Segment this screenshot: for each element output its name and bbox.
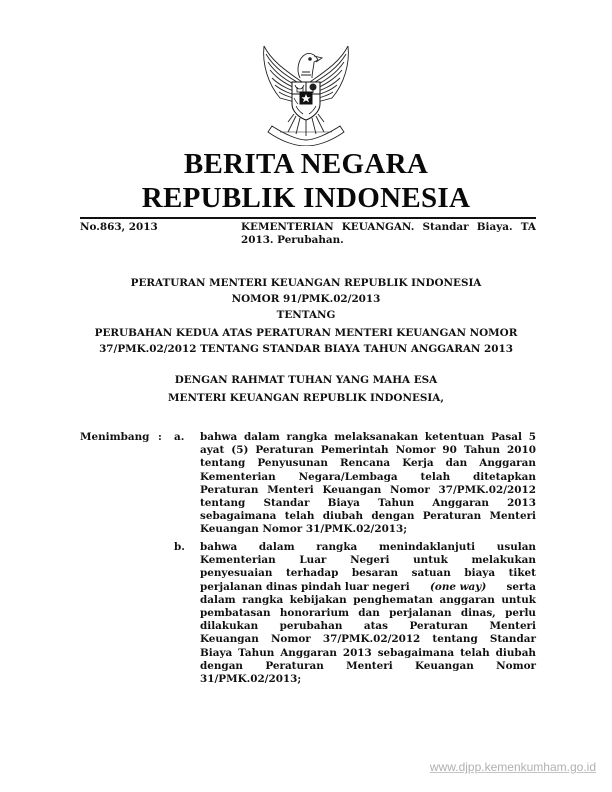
word: Negara/Lembaga xyxy=(298,470,398,483)
word: dengan xyxy=(371,510,415,523)
word: atas xyxy=(363,620,389,633)
word: Nomor xyxy=(270,633,311,646)
word: tentang xyxy=(200,496,246,509)
item-marker: a. xyxy=(174,431,185,443)
word: (5) xyxy=(231,444,249,457)
item-marker: b. xyxy=(174,541,185,553)
word: usulan xyxy=(496,541,536,553)
word: honorarium xyxy=(279,606,349,619)
word: Tahun xyxy=(463,444,501,457)
item-text-line xyxy=(200,673,536,686)
word: 90 xyxy=(442,444,457,457)
word: sebagaimana xyxy=(200,510,277,523)
item-text xyxy=(200,541,536,686)
header-divider xyxy=(80,217,536,219)
word: ketentuan xyxy=(424,431,485,443)
word: perubahan xyxy=(279,620,343,633)
word: diubah xyxy=(495,646,536,659)
source-website-link[interactable]: www.djpp.kemenkumham.go.id xyxy=(429,760,596,774)
word: satuan xyxy=(411,567,451,580)
word: bahwa xyxy=(200,541,238,553)
word: tiket xyxy=(508,567,536,580)
word: untuk xyxy=(413,554,448,567)
item-text-line xyxy=(200,497,536,510)
word: Nomor xyxy=(496,659,536,672)
word: serta xyxy=(506,580,536,593)
word: dalam xyxy=(244,431,280,443)
word: rangka xyxy=(316,541,358,553)
word: Biaya xyxy=(327,496,360,509)
item-text xyxy=(200,431,536,537)
word: untuk xyxy=(501,593,536,606)
word: 2013 xyxy=(342,646,372,659)
word: tentang xyxy=(200,457,246,470)
preamble-line1: DENGAN RAHMAT TUHAN YANG MAHA ESA xyxy=(174,374,438,386)
word: Menteri xyxy=(489,510,536,523)
word: Peraturan xyxy=(255,444,314,457)
word: Keuangan xyxy=(322,483,382,496)
word: biaya xyxy=(464,567,496,580)
word: Tahun xyxy=(238,646,275,659)
word: Tahun xyxy=(378,496,415,509)
word: Keuangan Nomor 31/PMK.02/2013; xyxy=(200,523,408,536)
word: 31/PMK.02/2013; xyxy=(200,672,302,685)
word: dalam xyxy=(258,541,295,553)
regulation-subject-line1: PERUBAHAN KEDUA ATAS PERATURAN MENTERI KEUANGAN NOMOR xyxy=(94,327,518,339)
word: besaran xyxy=(351,567,399,580)
word: Anggaran xyxy=(432,496,489,509)
word: 37/PMK.02/2012 xyxy=(438,483,536,496)
word: dilakukan xyxy=(200,620,259,633)
word: telah xyxy=(460,646,490,659)
item-text-line xyxy=(200,457,536,470)
word: Peraturan xyxy=(265,659,324,672)
word: ayat xyxy=(200,444,225,457)
word: Nomor xyxy=(395,444,436,457)
word: 2013 xyxy=(507,496,536,509)
word: bahwa xyxy=(200,431,238,443)
word: Kerja xyxy=(402,457,434,470)
word: Anggaran xyxy=(479,457,536,470)
regulation-title: PERATURAN MENTERI KEUANGAN REPUBLIK INDONESIA xyxy=(130,277,482,289)
gazette-number: No.863, 2013 xyxy=(80,221,158,233)
word: Peraturan xyxy=(409,620,468,633)
gazette-title-line1: BERITA NEGARA xyxy=(183,148,429,180)
word: anggaran xyxy=(439,593,495,606)
preamble xyxy=(0,371,612,407)
word: Anggaran xyxy=(280,646,337,659)
regulation-about: TENTANG xyxy=(276,309,336,321)
word: dengan xyxy=(200,659,243,672)
considering-label: Menimbang xyxy=(80,431,150,443)
item-text-line xyxy=(200,620,536,633)
word: rangka xyxy=(242,593,284,606)
item-text-line xyxy=(200,607,536,620)
item-text-line xyxy=(200,567,536,580)
word: Kementerian xyxy=(200,554,276,567)
word: melakukan xyxy=(471,554,536,567)
word: Menteri xyxy=(267,483,314,496)
gazette-title-line2: REPUBLIK INDONESIA xyxy=(141,182,471,214)
word: telah xyxy=(284,510,315,523)
regulation-number: NOMOR 91/PMK.02/2013 xyxy=(231,293,381,305)
word: dan xyxy=(358,606,380,619)
italic-phrase: (one way) xyxy=(429,580,487,593)
word: Penyusunan xyxy=(257,457,328,470)
item-text-line xyxy=(200,444,536,457)
word: Peraturan xyxy=(200,483,259,496)
regulation-heading xyxy=(0,275,612,357)
word: dinas, xyxy=(460,606,496,619)
item-text-line xyxy=(200,431,536,444)
word: rangka xyxy=(286,431,328,443)
word: menindaklanjuti xyxy=(378,541,476,553)
item-text-line xyxy=(200,594,536,607)
word: diubah xyxy=(322,510,364,523)
item-text-line xyxy=(200,633,536,646)
word: Kementerian xyxy=(200,470,276,483)
garuda-emblem-icon xyxy=(258,42,354,146)
word: 2010 xyxy=(507,444,536,457)
word: Rencana xyxy=(340,457,391,470)
item-text-line xyxy=(200,554,536,567)
word: terhadap xyxy=(285,567,339,580)
word: perjalanan dinas pindah luar negeri xyxy=(200,580,410,593)
word: Pasal xyxy=(491,431,522,443)
word: perjalanan xyxy=(389,606,452,619)
word: Nomor xyxy=(389,483,430,496)
word: Peraturan xyxy=(422,510,482,523)
regulation-subject-line2: 37/PMK.02/2012 TENTANG STANDAR BIAYA TAHUN ANGGARAN 2013 xyxy=(99,343,513,355)
item-text-line xyxy=(200,471,536,484)
word: 5 xyxy=(528,431,536,443)
word: sebagaimana xyxy=(377,646,455,659)
considering-colon: : xyxy=(158,431,162,443)
word: Standar xyxy=(489,633,536,646)
word: Luar xyxy=(299,554,327,567)
word: melaksanakan xyxy=(334,431,419,443)
item-text-line xyxy=(200,647,536,660)
item-text-line xyxy=(200,510,536,523)
word: 37/PMK.02/2012 xyxy=(322,633,421,646)
word: Negeri xyxy=(350,554,390,567)
item-text-line xyxy=(200,541,536,554)
gazette-summary: KEMENTERIAN KEUANGAN. Standar Biaya. TA 2013. Perubahan. xyxy=(241,221,536,246)
word: Keuangan xyxy=(200,633,259,646)
word: penyesuaian xyxy=(200,567,273,580)
item-text-line xyxy=(200,484,536,497)
word: Menteri xyxy=(346,659,393,672)
item-text-line xyxy=(200,660,536,673)
word: dalam xyxy=(200,593,236,606)
word: Pemerintah xyxy=(320,444,389,457)
preamble-line2: MENTERI KEUANGAN REPUBLIK INDONESIA, xyxy=(168,392,444,404)
word: tentang xyxy=(432,633,478,646)
item-text-line xyxy=(200,523,536,536)
word: dan xyxy=(445,457,468,470)
word: Biaya xyxy=(200,646,233,659)
word: penghematan xyxy=(353,593,433,606)
word: Menteri xyxy=(489,620,536,633)
word: perlu xyxy=(505,606,536,619)
word: ditetapkan xyxy=(473,470,536,483)
word: pembatasan xyxy=(200,606,271,619)
word: Standar xyxy=(263,496,310,509)
word: kebijakan xyxy=(289,593,347,606)
word: Keuangan xyxy=(414,659,474,672)
item-text-line xyxy=(200,581,536,594)
word: telah xyxy=(420,470,451,483)
